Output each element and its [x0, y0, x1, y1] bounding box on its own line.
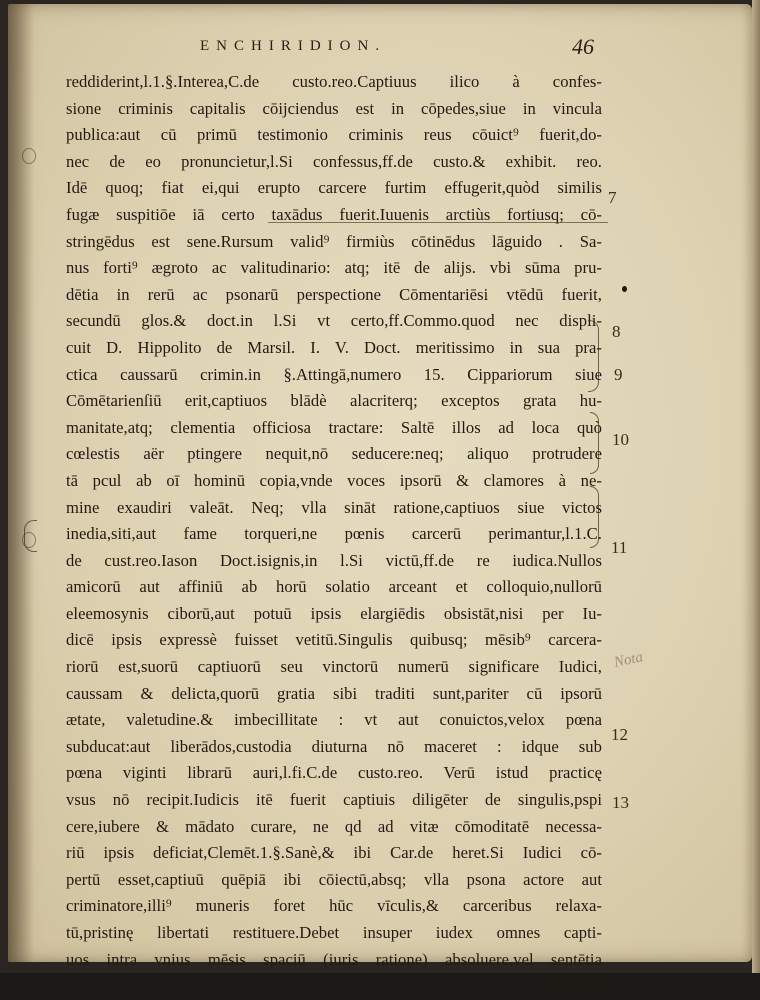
text-line: de cust.reo.Iason Doct.isignis,in l.Si victū,ff.de re iudica.Nullos	[66, 550, 602, 570]
page-number: 46	[572, 34, 594, 59]
text-line: Idē quoq; fiat ei,qui erupto carcere furtim effugerit,quòd similis	[66, 178, 602, 198]
text-line: uos intra vnius mēsis spaciū (iuris ratione) absoluere,vel sentētia	[66, 949, 602, 969]
text-line: fugæ suspitiōe iā certo taxādus fuerit.Iuuenis arctiùs fortiusq; cō-	[66, 204, 602, 224]
text-line: tā pcul ab oī hominū copia,vnde voces ipsorū & clamores à ne-	[66, 470, 602, 490]
text-line: inedia,siti,aut fame torqueri,ne pœnis carcerū perimantur,l.1.C.	[66, 524, 602, 544]
page-edge	[752, 0, 760, 973]
margin-number: 11	[611, 538, 628, 557]
binding-hole	[22, 148, 36, 164]
text-line: riū ipsis deficiat,Clemēt.1.§.Sanè,& ibi Car.de heret.Si Iudici cō-	[66, 843, 602, 863]
text-line: subducat:aut liberādos,custodia diuturna nō maceret : idque sub	[66, 736, 602, 756]
text-block	[66, 69, 602, 1000]
margin-bracket	[24, 520, 37, 552]
margin-number: 8	[612, 322, 621, 341]
text-line: vsus nō recipit.Iudicis itē fuerit captiuis diligēter de singulis,pspi	[66, 790, 602, 810]
catchword: damna-	[551, 976, 602, 996]
text-line: criminatore,illi⁹ muneris foret hūc vīculis,& carceribus relaxa-	[66, 896, 602, 916]
text-line: publica:aut cū primū testimonio criminis reus cōuict⁹ fuerit,do-	[66, 125, 602, 145]
margin-number: 12	[611, 725, 628, 744]
text-line: cere,iubere & mādato curare, ne qd ad vitæ cōmoditatē necessa-	[66, 816, 602, 836]
text-line: cœlestis aër ptingere nequit,nō seducere:neq; aliquo protrudere	[66, 444, 602, 464]
text-line: pertū esset,captiuū quēpiā ibi cōiectū,absq; vlla psona actore aut	[66, 869, 602, 889]
text-line: nec de eo pronuncietur,l.Si confessus,ff.de custo.& exhibit. reo.	[66, 151, 602, 171]
text-line: ctica caussarū crimin.in §.Attingā,numero 15. Cippariorum siue	[66, 364, 602, 384]
underline-mark	[268, 222, 608, 223]
text-line: sione criminis capitalis cōijciendus est in cōpedes,siue in vincula	[66, 98, 602, 118]
margin-bracket	[590, 486, 599, 548]
text-line: nus forti⁹ ægroto ac valitudinario: atq; itē de alijs. vbi sūma pru-	[66, 258, 602, 278]
text-line: dicē ipsis expressè fuisset vetitū.Singulis quibusq; mēsib⁹ carcera-	[66, 630, 602, 650]
handwritten-note: Nota	[612, 649, 645, 671]
margin-number: 9	[614, 365, 623, 384]
text-line: secundū glos.& doct.in l.Si vt certo,ff.Commo.quod nec displi-	[66, 311, 602, 331]
text-line: dētia in rerū ac psonarū perspectione Cōmentariēsi vtēdū fuerit,	[66, 284, 602, 304]
text-line: stringēdus est sene.Rursum valid⁹ firmiùs cōtinēdus lāguido . Sa-	[66, 231, 602, 251]
margin-number: 13	[612, 793, 629, 812]
text-line: Cōmētarienſiū erit,captiuos blādè alacriterq; exceptos grata hu-	[66, 391, 602, 411]
text-line: eleemosynis ciborū,aut potuū ipsis elargiēdis obsistāt,nisi per Iu-	[66, 603, 602, 623]
margin-number: 7	[608, 188, 617, 207]
text-line: caussam & delicta,quorū gratia sibi traditi sunt,pariter cū ipsorū	[66, 683, 602, 703]
text-line: pœna viginti librarū auri,l.fi.C.de custo.reo. Verū istud practicę	[66, 763, 602, 783]
running-head: ENCHIRIDION.	[200, 38, 387, 54]
margin-number: 10	[612, 430, 629, 449]
text-line: reddiderint,l.1.§.Interea,C.de custo.reo.Captiuus ilico à confes-	[66, 72, 602, 91]
text-line: riorū est,suorū captiuorū seu vinctorū numerū significare Iudici,	[66, 657, 602, 677]
text-line: cuit D. Hippolito de Marsil. I. V. Doct. meritissimo in sua pra-	[66, 337, 602, 357]
margin-bracket	[588, 320, 599, 392]
text-line: tū,pristinę libertati restituere.Debet insuper iudex omnes capti-	[66, 923, 602, 942]
text-line: manitate,atq; clementia officiosa tractare: Saltē illos ad loca quò	[66, 417, 602, 437]
text-line: amicorū aut affiniū ab horū solatio arceant et colloquio,nullorū	[66, 577, 602, 597]
margin-bracket	[590, 412, 599, 474]
ink-dot	[622, 286, 627, 292]
text-line: ætate, valetudine.& imbecillitate : vt aut conuictos,velox pœna	[66, 710, 602, 730]
text-line: mine exaudiri valeāt. Neq; vlla sināt ratione,captiuos siue victos	[66, 497, 602, 517]
